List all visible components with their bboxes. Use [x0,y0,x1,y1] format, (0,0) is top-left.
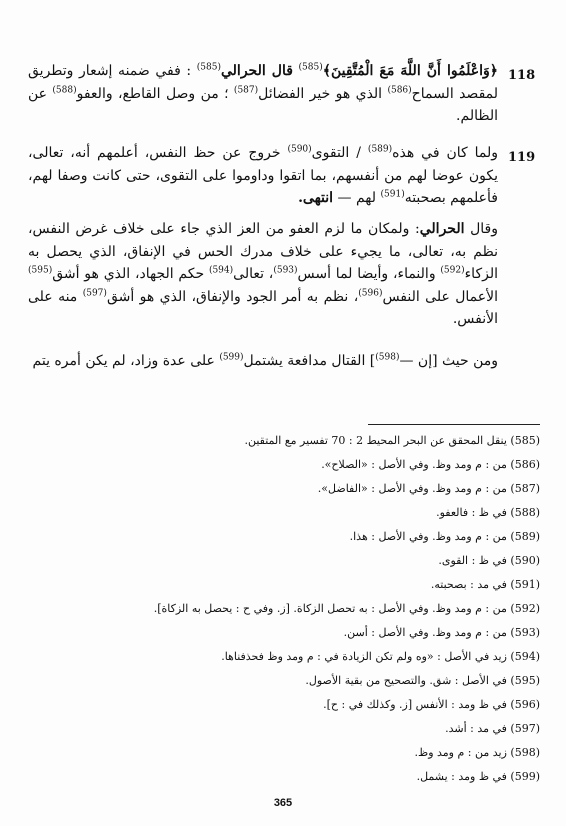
footnote-ref: (587) [233,84,259,95]
body-text: ومن حيث [إن — [399,353,498,369]
body-text: : ففي ضمنه إشعار وتطريق لمقصد السماح [28,63,499,102]
footnote-ref: (585) [298,62,323,73]
body-text: ولما كان في هذه [392,145,498,161]
paragraph-verse-119 [28,142,498,210]
footnote: (587) من : م ومد وظ. وفي الأصل : «الفاضل». [317,482,540,495]
footnote: (591) في مد : بصحبته. [430,578,540,591]
footnote-ref: (590) [287,144,312,155]
body-text: ؛ من وصل القاطع، والعفو [76,85,229,102]
footnote-ref: (588) [52,84,77,95]
author-name: الحرالي [419,221,465,237]
footnote: (596) في ظ ومد : الأنفس [ز. وكذلك في : ح]. [323,698,540,711]
verse-number-119: 119 [508,150,536,165]
body-text: عن الظالم. [28,85,498,124]
footnote-ref: (592) [440,265,465,276]
footnote: (589) من : م ومد وظ. وفي الأصل : هذا. [349,530,540,543]
end-marker: انتهى. [298,190,334,206]
body-text: الذي هو خير الفضائل [258,85,383,102]
footnote-ref: (598) [375,352,400,363]
body-text: : ولمكان ما لزم العفو من العز الذي جاء على خلاف غرض النفس، نظم به، تعالى، ما يجيء على خلاف مدرك الحس في الإنفاق، الذي يحصل به الزكاء [28,221,498,282]
author-name: قال الحرالي [221,63,293,79]
footnote: (590) في ظ : القوى. [438,554,540,567]
body-text: الأعمال على النفس [382,288,498,305]
footnote-ref: (589) [367,144,393,155]
footnote-ref: (586) [387,84,412,95]
footnote-ref: (594) [208,265,234,276]
footnote: (594) زيد في الأصل : «وه ولم تكن الزيادة في : م ومد وظ فحذفناها. [221,650,540,663]
footnote: (586) من : م ومد وظ. وفي الأصل : «الصلاح». [321,458,540,471]
footnote-ref: (597) [82,287,107,298]
footnote-ref: (596) [358,287,383,298]
body-text: منه على الأنفس. [28,288,498,327]
body-text: وقال [470,221,498,237]
footnote: (595) في الأصل : شق. والتصحيح من بقية الأصول. [305,674,540,687]
footnote: (597) في مد : أشد. [445,722,540,735]
verse-number-118: 118 [508,68,536,83]
body-text: ، تعالى [233,266,274,282]
footnote-divider [368,424,540,425]
body-text: خروج عن حظ النفس، أعلمهم أنه، تعالى، يكون عوضا لهم من أنفسهم، بما اتقوا وداوموا على التقوى، حتى كانت وصفا لهم، فأعلمهم بصحبته [28,145,498,206]
footnote: (585) ينقل المحقق عن البحر المحيط 2 : 70 تفسير مع المتقين. [244,434,540,447]
body-text: ، نظم به أمر الجود والإنفاق، الذي هو أشق [106,288,359,305]
footnote: (588) في ظ : فالعفو. [436,506,540,519]
body-text: والنماء، وأيضا لما أسس [297,266,436,282]
footnote-ref: (595) [28,265,53,276]
footnote-ref: (599) [219,352,244,363]
body-text: لهم — [337,190,377,206]
body-text: على عدة وزاد، لم يكن أمره يتم [32,353,215,369]
paragraph-qital [28,350,498,373]
quran-verse: ﴿وَاعْلَمُوا أَنَّ اللَّهَ مَعَ الْمُتَّقِينَ﴾ [322,63,499,79]
footnote-ref: (585) [196,62,221,73]
paragraph-harali [28,218,498,331]
footnote: (592) من : م ومد وظ. وفي الأصل : به تحصل الزكاة. [ز. وفي ح : يحصل به الزكاة]. [153,602,540,615]
footnote: (598) زيد من : م ومد وظ. [414,746,540,759]
footnote: (593) من : م ومد وظ. وفي الأصل : أسن. [343,626,540,639]
footnote: (599) في ظ ومد : يشمل. [416,770,540,783]
footnote-ref: (591) [380,189,405,200]
body-text: ] القتال مدافعة يشتمل [243,353,376,369]
body-text: حكم الجهاد، الذي هو أشق [52,266,205,282]
paragraph-verse-118 [28,60,498,128]
page-number: 365 [273,797,293,809]
body-text: / التقوى [311,145,361,161]
footnote-ref: (593) [273,265,298,276]
